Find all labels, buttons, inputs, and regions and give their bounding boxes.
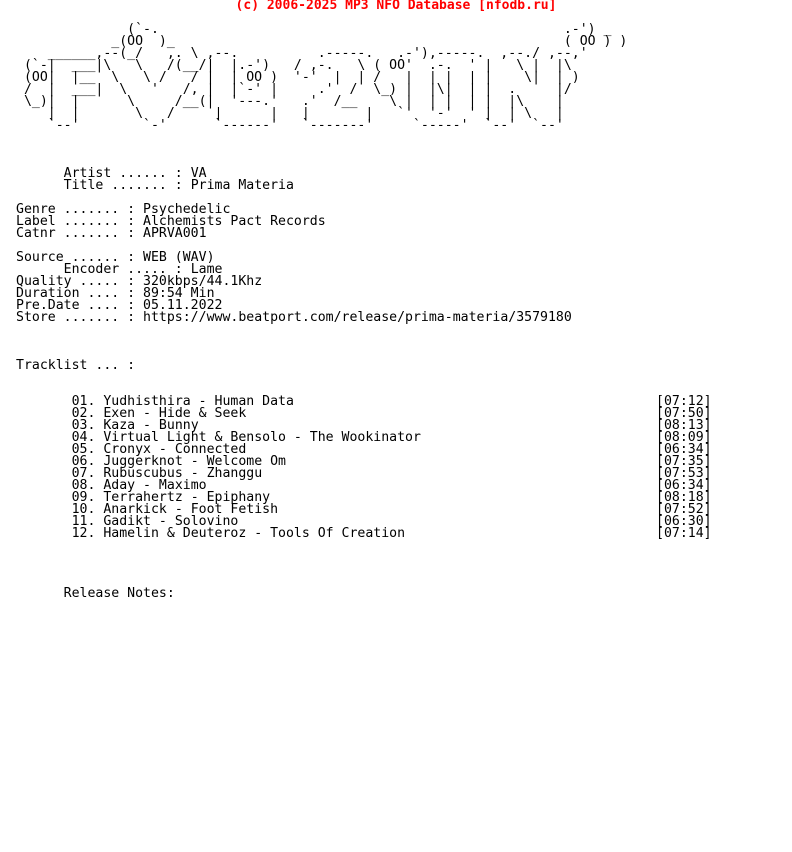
track-list — [16, 394, 712, 541]
track-title: Aday - Maximo — [103, 478, 207, 493]
tracklist-heading: Tracklist ... : — [16, 358, 136, 373]
duration-label: Duration .... : — [16, 286, 136, 301]
track-title: Terrahertz - Epiphany — [103, 490, 271, 505]
track-duration: [07:52] — [656, 502, 712, 517]
track-duration: [06:34] — [656, 442, 712, 457]
store-link[interactable]: https://www.beatport.com/release/prima-materia/3579180 — [143, 310, 572, 325]
track-number: 07. — [71, 466, 96, 481]
predate-label: Pre.Date .... : — [16, 298, 136, 313]
catnr-row — [16, 228, 572, 240]
store-row — [16, 312, 572, 324]
track-title: Cronyx - Connected — [103, 442, 247, 457]
duration-value: 89:54 Min — [143, 286, 215, 301]
track-title: Anarkick - Foot Fetish — [103, 502, 279, 517]
track-number: 12. — [71, 526, 96, 541]
release-notes-heading — [16, 588, 572, 600]
source-label: Source ...... : — [16, 250, 136, 265]
store-label: Store ....... : — [16, 310, 136, 325]
track-number: 08. — [71, 478, 96, 493]
predate-value: 05.11.2022 — [143, 298, 223, 313]
track-duration: [07:12] — [656, 394, 712, 409]
track-number: 02. — [71, 406, 96, 421]
title-value: Prima Materia — [190, 178, 294, 193]
track-duration: [07:14] — [656, 526, 712, 541]
encoder-value: Lame — [190, 262, 223, 277]
track-number: 01. — [71, 394, 96, 409]
track-number: 05. — [71, 442, 96, 457]
track-title: Kaza - Bunny — [103, 418, 199, 433]
track-duration: [08:13] — [656, 418, 712, 433]
release-notes-label: Release Notes: — [63, 586, 175, 601]
artist-label: Artist ...... : — [16, 166, 183, 181]
source-value: WEB (WAV) — [143, 250, 215, 265]
track-duration: [06:34] — [656, 478, 712, 493]
nfo-content — [16, 166, 712, 601]
track-duration: [08:09] — [656, 430, 712, 445]
track-row — [16, 526, 712, 541]
track-title: Juggerknot - Welcome Om — [103, 454, 286, 469]
title-row — [16, 180, 572, 192]
genre-value: Psychedelic — [143, 202, 231, 217]
genre-label: Genre ....... : — [16, 202, 136, 217]
title-label: Title ....... : — [16, 178, 183, 193]
track-title: Gadikt - Solovino — [103, 514, 239, 529]
track-number: 10. — [71, 502, 96, 517]
track-number: 03. — [71, 418, 96, 433]
catnr-value: APRVA001 — [143, 226, 207, 241]
track-duration: [07:53] — [656, 466, 712, 481]
artist-value: VA — [190, 166, 207, 181]
site-header: (c) 2006-2025 MP3 NFO Database [nfodb.ru] — [235, 0, 557, 13]
quality-label: Quality ..... : — [16, 274, 136, 289]
track-duration: [06:30] — [656, 514, 712, 529]
ascii-logo: (`-. .-') _ _(OO )_ ( OO ) ) ______,--(_/ ,. \ ,--. .-----. .-'),-----. ,--./ ,--,' (`-| ___|\ \ /(__/| |.-') / ,-. \ ( OO' .-. ' | \ | |\ (OO| |__ \ \ / / | | OO ) '-' | | / | | | | | \| | ) / | ___| \ ' /, | |`-' | .' / \_) | |\| | | . |/ \_)| | \ /__(| '---.' .' /__ \ | | | | | |\ | | | \ / | | | | `' '-' ' | | \ | `--' `-' `------' `-------' `-----' `--' `--' — [23, 22, 628, 133]
track-number: 09. — [71, 490, 96, 505]
track-title: Exen - Hide & Seek — [103, 406, 247, 421]
track-duration: [08:18] — [656, 490, 712, 505]
track-title: Virtual Light & Bensolo - The Wookinator — [103, 430, 421, 445]
quality-value: 320kbps/44.1Khz — [143, 274, 263, 289]
track-number: 11. — [71, 514, 96, 529]
label-value: Alchemists Pact Records — [143, 214, 326, 229]
track-duration: [07:35] — [656, 454, 712, 469]
track-number: 04. — [71, 430, 96, 445]
track-title: Hamelin & Deuteroz - Tools Of Creation — [103, 526, 406, 541]
track-number: 06. — [71, 454, 96, 469]
catnr-label: Catnr ....... : — [16, 226, 136, 241]
track-duration: [07:50] — [656, 406, 712, 421]
label-label: Label ....... : — [16, 214, 136, 229]
encoder-label: Encoder ..... : — [16, 262, 183, 277]
track-title: Yudhisthira - Human Data — [103, 394, 294, 409]
track-title: Rubuscubus - Zhanggu — [103, 466, 263, 481]
